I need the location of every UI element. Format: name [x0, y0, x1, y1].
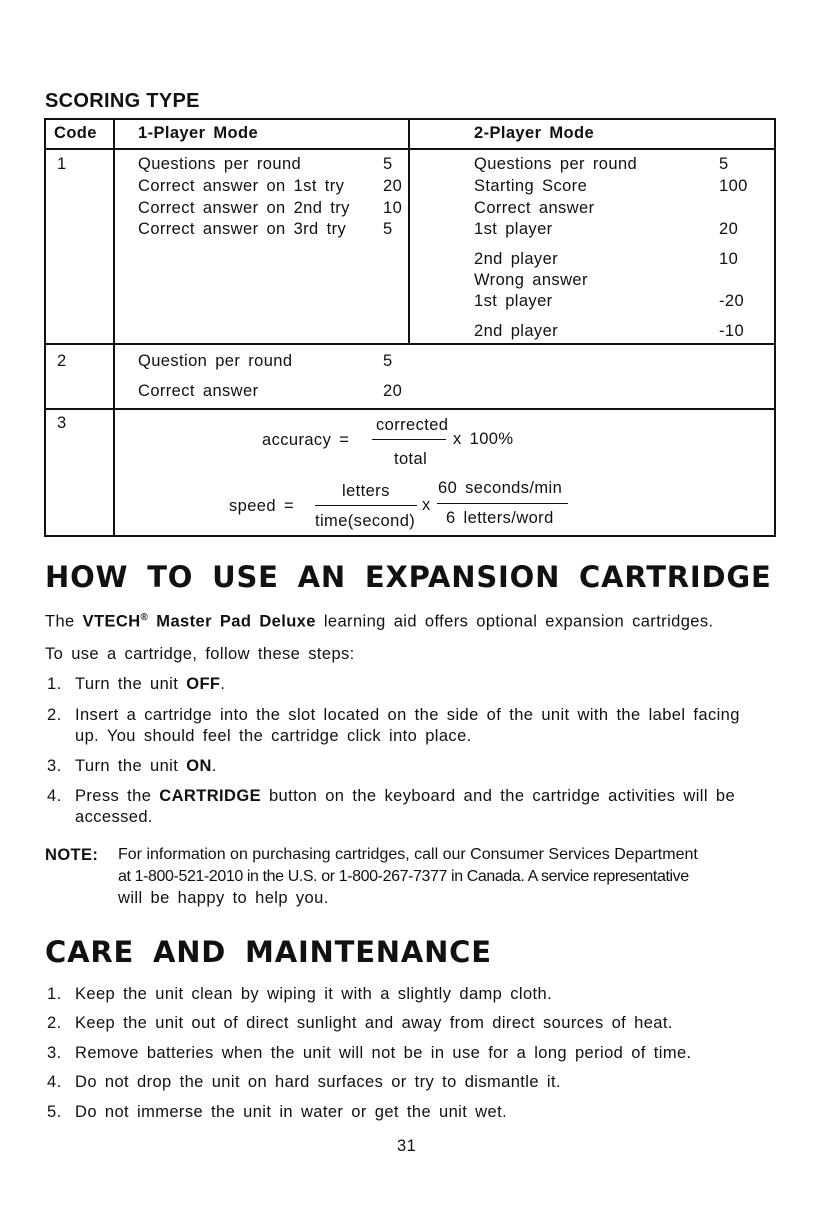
- intro-text: The: [45, 612, 83, 631]
- conversion-fraction-bar: [437, 503, 568, 504]
- care-item: Keep the unit out of direct sunlight and away from direct sources of heat.: [75, 1014, 673, 1032]
- expansion-title: HOW TO USE AN EXPANSION CARTRIDGE: [45, 560, 772, 594]
- step-1: [75, 675, 225, 694]
- one-player-value: 5: [383, 155, 393, 173]
- step-4-line-1: [75, 787, 735, 806]
- scoring-title: SCORING TYPE: [45, 90, 200, 112]
- page-number: 31: [397, 1137, 417, 1155]
- two-player-label: Starting Score: [474, 177, 588, 195]
- care-item: Remove batteries when the unit will not be in use for a long period of time.: [75, 1044, 692, 1062]
- care-number: 3.: [47, 1044, 62, 1062]
- row1-code: 1: [57, 155, 67, 173]
- step-keyword: CARTRIDGE: [159, 787, 261, 805]
- seconds-per-min: 60 seconds/min: [438, 479, 563, 497]
- accuracy-numerator: corrected: [376, 416, 449, 434]
- one-player-label: Correct answer on 2nd try: [138, 199, 350, 217]
- note-line-1: For information on purchasing cartridges, call our Consumer Services Department: [118, 846, 698, 863]
- two-player-value: 20: [719, 220, 739, 238]
- row2-code: 2: [57, 352, 67, 370]
- care-number: 2.: [47, 1014, 62, 1032]
- two-player-value: 100: [719, 177, 748, 195]
- header-one-player: 1-Player Mode: [138, 124, 259, 142]
- two-player-value: 5: [719, 155, 729, 173]
- step-number: 4.: [47, 787, 62, 805]
- registered-mark: ®: [140, 612, 149, 623]
- step-text: Press the: [75, 787, 160, 805]
- row2-value: 5: [383, 352, 393, 370]
- step-keyword: OFF: [186, 675, 221, 693]
- one-player-label: Correct answer on 1st try: [138, 177, 345, 195]
- care-number: 4.: [47, 1073, 62, 1091]
- product-name: Master Pad Deluxe: [148, 612, 316, 631]
- header-two-player: 2-Player Mode: [474, 124, 595, 142]
- step-text: Turn the unit: [75, 675, 187, 693]
- row2-value: 20: [383, 382, 403, 400]
- speed-numerator: letters: [342, 482, 390, 500]
- letters-per-word: 6 letters/word: [446, 509, 554, 527]
- speed-lhs: speed =: [229, 497, 294, 515]
- one-player-value: 10: [383, 199, 403, 217]
- note-label: NOTE:: [45, 846, 99, 864]
- two-player-label: 2nd player: [474, 250, 559, 268]
- two-player-value: -10: [719, 322, 745, 340]
- row2-label: Correct answer: [138, 382, 259, 400]
- steps-intro: To use a cartridge, follow these steps:: [45, 645, 355, 663]
- care-item: Do not immerse the unit in water or get the unit wet.: [75, 1103, 508, 1121]
- accuracy-multiplier: x 100%: [453, 430, 514, 448]
- step-4-line-2: accessed.: [75, 808, 153, 826]
- accuracy-denominator: total: [394, 450, 428, 468]
- expansion-intro: [45, 612, 714, 632]
- care-title: CARE AND MAINTENANCE: [45, 935, 492, 969]
- step-3: [75, 757, 217, 776]
- two-player-label: 2nd player: [474, 322, 559, 340]
- step-number: 1.: [47, 675, 62, 693]
- intro-text: learning aid offers optional expansion cartridges.: [315, 612, 714, 631]
- note-line-2: at 1-800-521-2010 in the U.S. or 1-800-267-7377 in Canada. A service representative: [118, 868, 689, 885]
- brand-name: VTECH: [82, 612, 141, 631]
- step-2-line-2: up. You should feel the cartridge click into place.: [75, 727, 472, 745]
- two-player-label: Correct answer: [474, 199, 595, 217]
- one-player-label: Questions per round: [138, 155, 302, 173]
- step-text: button on the keyboard and the cartridge activities will be: [260, 787, 736, 805]
- step-text: Turn the unit: [75, 757, 187, 775]
- accuracy-lhs: accuracy =: [262, 431, 350, 449]
- care-item: Do not drop the unit on hard surfaces or try to dismantle it.: [75, 1073, 561, 1091]
- two-player-label: 1st player: [474, 292, 553, 310]
- accuracy-fraction-bar: [372, 439, 446, 440]
- step-keyword: ON: [186, 757, 212, 775]
- step-2-line-1: Insert a cartridge into the slot located on the side of the unit with the label facing: [75, 706, 740, 724]
- speed-multiplier: x: [422, 496, 431, 514]
- row2-label: Question per round: [138, 352, 293, 370]
- one-player-label: Correct answer on 3rd try: [138, 220, 347, 238]
- speed-denominator: time(second): [315, 512, 416, 530]
- two-player-label: 1st player: [474, 220, 553, 238]
- note-line-3: will be happy to help you.: [118, 889, 329, 907]
- care-item: Keep the unit clean by wiping it with a slightly damp cloth.: [75, 985, 553, 1003]
- step-text: .: [220, 675, 226, 693]
- two-player-value: -20: [719, 292, 745, 310]
- header-code: Code: [54, 124, 97, 142]
- two-player-value: 10: [719, 250, 739, 268]
- two-player-label: Wrong answer: [474, 271, 588, 289]
- step-text: .: [211, 757, 217, 775]
- speed-fraction-bar: [315, 505, 417, 506]
- care-number: 1.: [47, 985, 62, 1003]
- step-number: 3.: [47, 757, 62, 775]
- row3-code: 3: [57, 414, 67, 432]
- two-player-label: Questions per round: [474, 155, 638, 173]
- one-player-value: 5: [383, 220, 393, 238]
- one-player-value: 20: [383, 177, 403, 195]
- step-number: 2.: [47, 706, 62, 724]
- care-number: 5.: [47, 1103, 62, 1121]
